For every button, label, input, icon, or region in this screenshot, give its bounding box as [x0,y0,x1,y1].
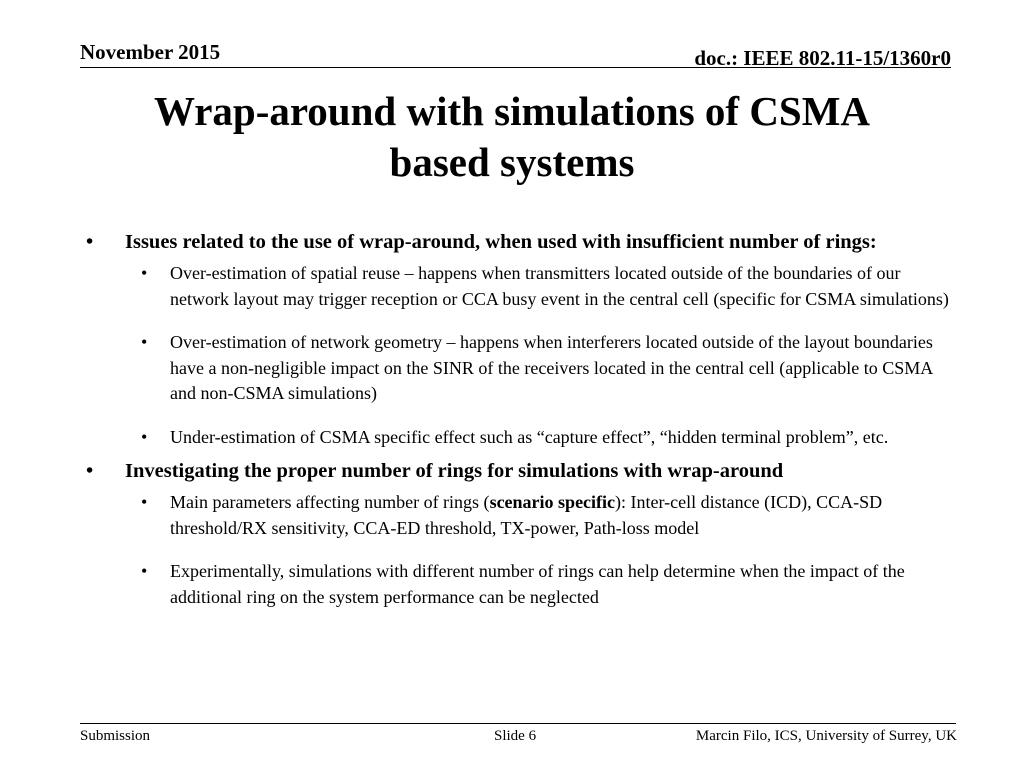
sub-bullet-item [141,330,954,407]
header-doc-id: doc.: IEEE 802.11-15/1360r0 [694,46,951,70]
slide-body [84,228,954,617]
slide-title [60,86,964,188]
footer-submission: Submission [80,728,151,744]
header-divider [80,67,951,68]
footer-slide-number: Slide 6 [494,728,537,744]
bullet-dot-icon: • [141,492,148,512]
bullet-dot-icon: • [141,561,148,581]
header-date: November 2015 [80,40,221,64]
bullet-dot-icon: • [86,231,94,253]
sub-bullet-text: Over-estimation of spatial reuse – happens when transmitters located outside of the boundaries of our network layout may trigger reception or CCA busy event in the central cell (specific for CSMA simulations) [170,263,949,309]
bullet-text: Issues related to the use of wrap-around, when used with insufficient number of rings: [125,231,877,253]
footer-divider [80,723,956,724]
sub-bullet-text-pre: Main parameters affecting number of rings ( [170,492,490,512]
bullet-dot-icon: • [86,460,94,482]
bullet-dot-icon: • [141,426,148,447]
footer-author: Marcin Filo, ICS, University of Surrey, UK [695,728,957,744]
sub-bullet-item [141,490,954,541]
sub-bullet-text: Experimentally, simulations with different number of rings can help determine when the impact of the additional ring on the system performance can be neglected [170,561,905,607]
sub-bullet-text-bold: scenario specific [489,492,616,512]
sub-bullet-item [141,425,954,451]
sub-bullet-item [141,261,954,312]
bullet-dot-icon: • [141,332,148,352]
bullet-dot-icon: • [141,263,148,283]
bullet-item [84,457,954,486]
sub-bullet-text: Under-estimation of CSMA specific effect such as “capture effect”, “hidden terminal problem”, etc. [170,426,889,447]
bullet-item [84,228,954,257]
slide-title-line2: based systems [389,139,635,185]
sub-bullet-text: Over-estimation of network geometry – happens when interferers located outside of the layout boundaries have a non-negligible impact on the SINR of the receivers located in the central cell (applicable to CSMA and non-CSMA simulations) [170,332,933,403]
sub-bullet-text-post: ): Inter-cell distance (ICD), CCA-SD threshold/RX sensitivity, CCA-ED threshold, TX-power, Path-loss model [170,492,883,538]
bullet-text: Investigating the proper number of rings for simulations with wrap-around [125,460,784,482]
slide-title-line1: Wrap-around with simulations of CSMA [153,88,871,134]
sub-bullet-item [141,559,954,610]
